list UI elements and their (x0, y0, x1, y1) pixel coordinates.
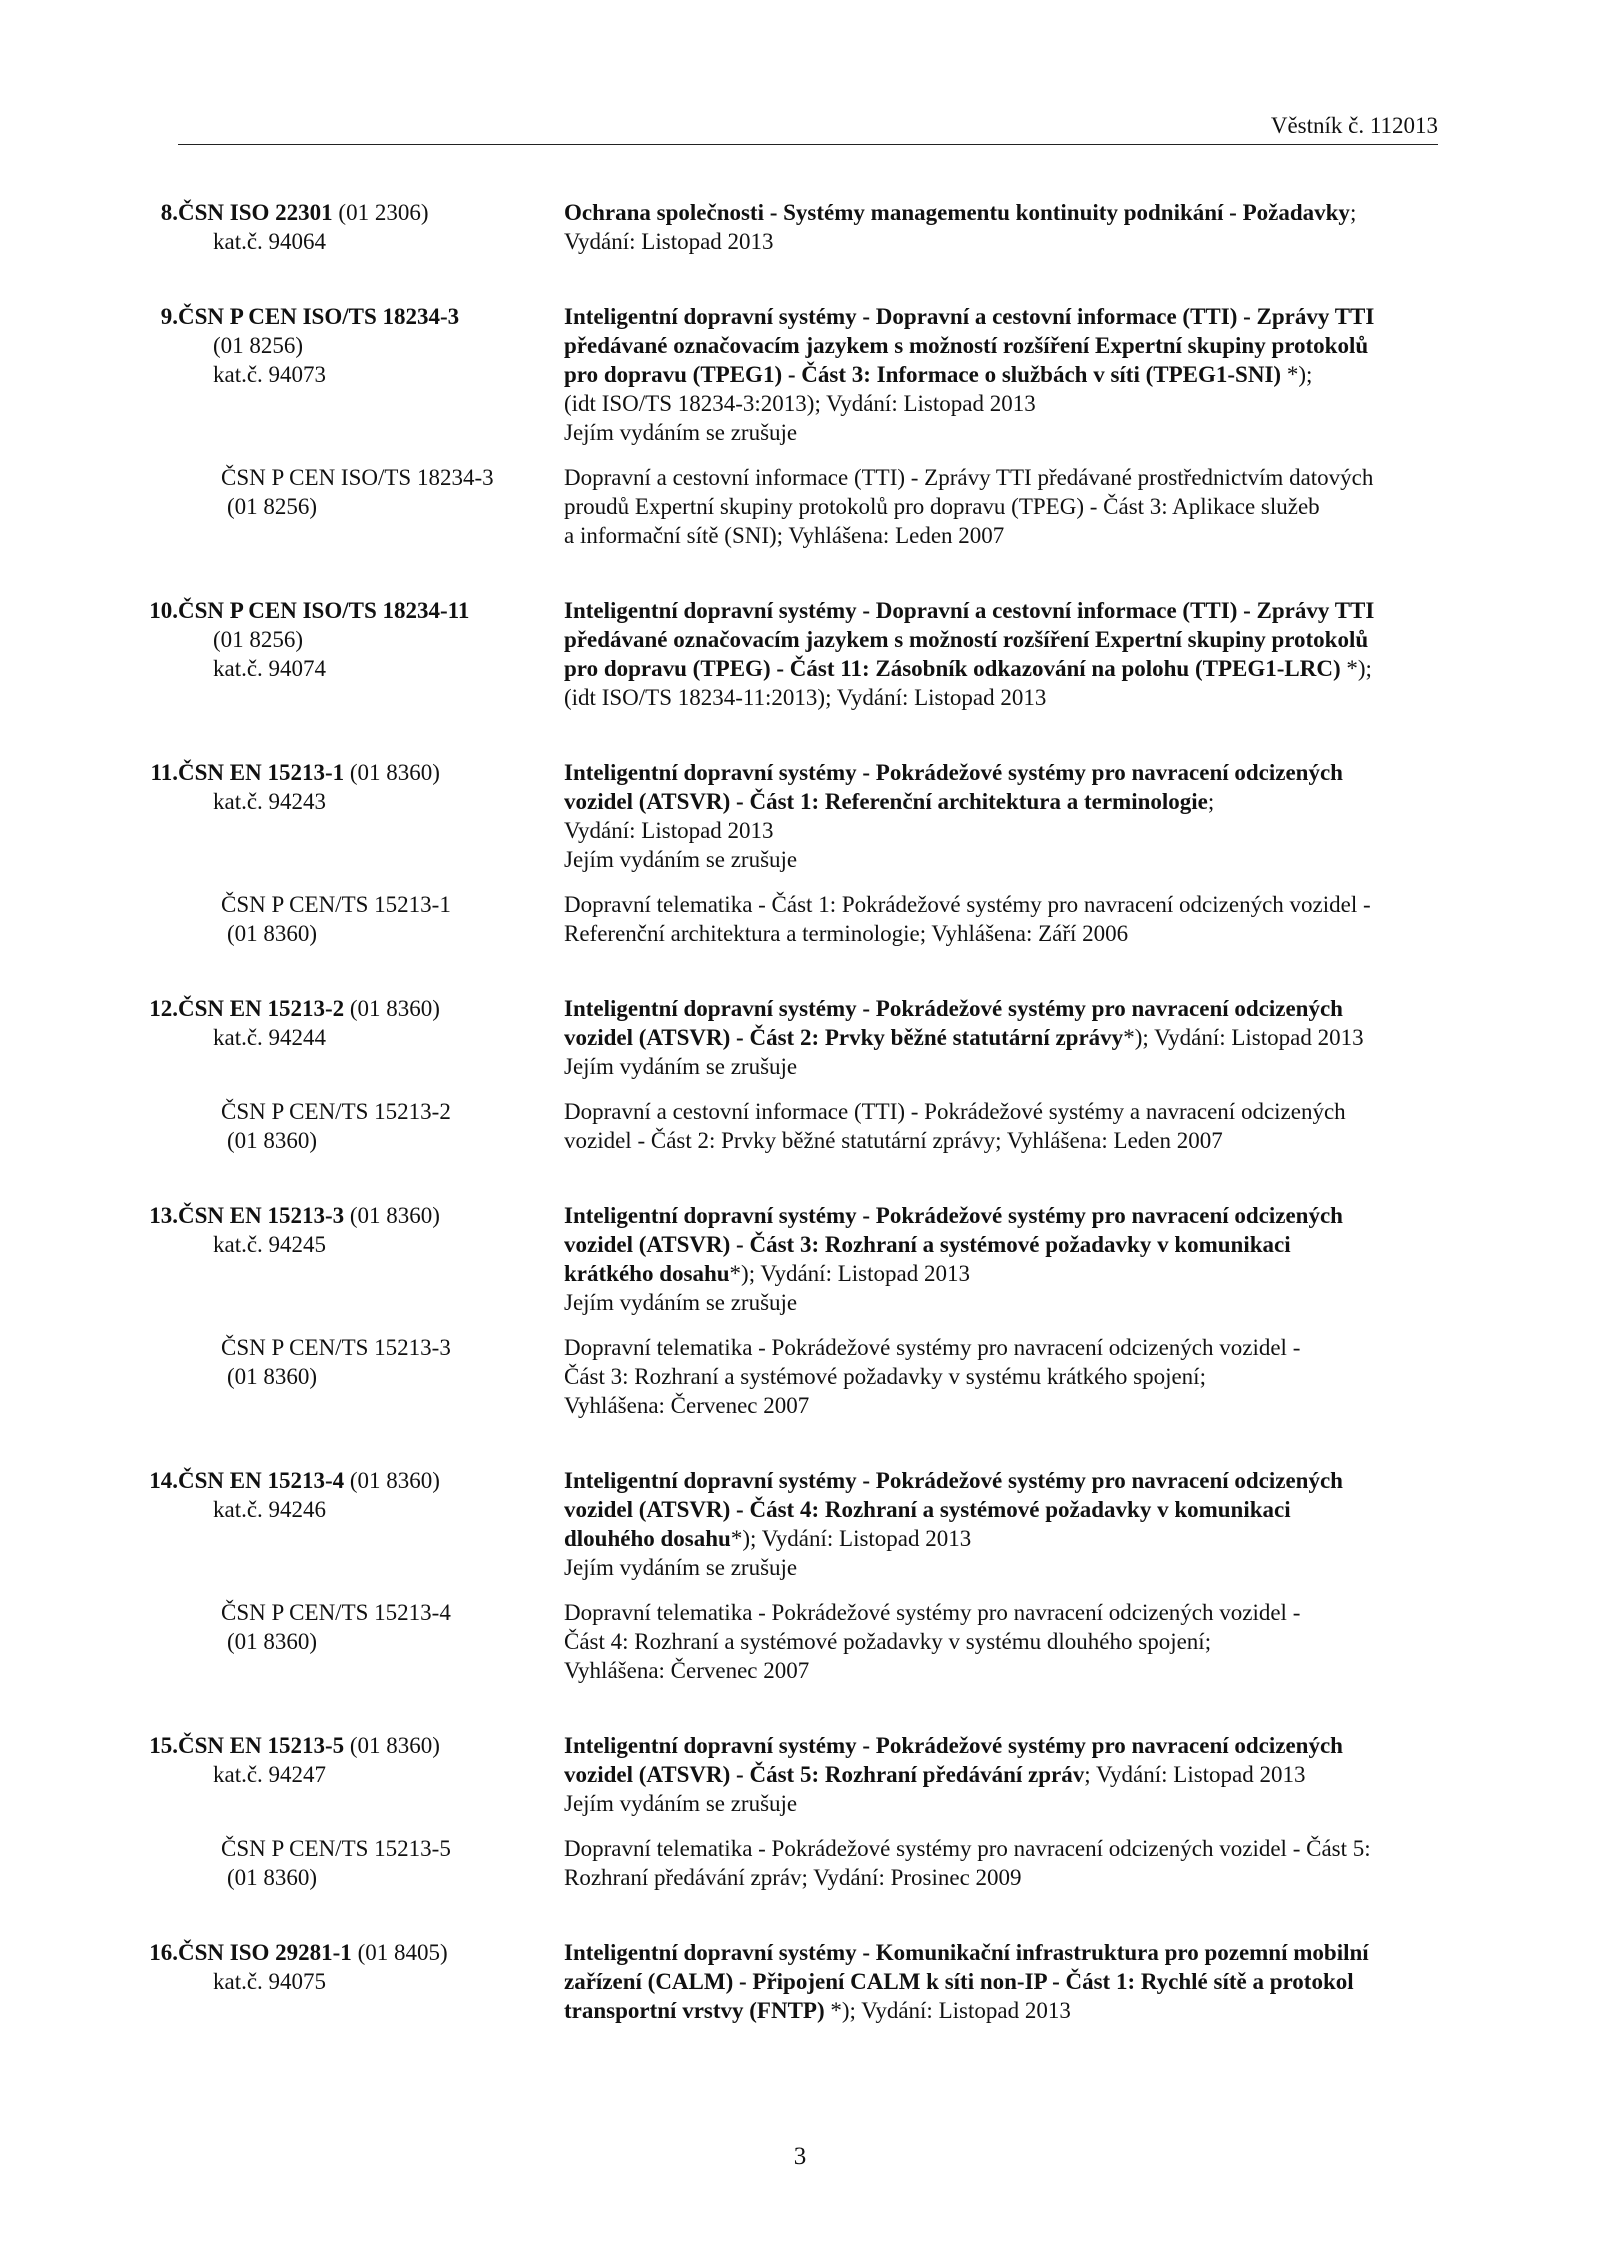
standard-code-line (150, 758, 564, 787)
replaced-code-cell (178, 1834, 564, 1892)
standard-code-cell (160, 198, 564, 256)
standard-title-text: pro dopravu (TPEG) - Část 11: Zásobník odkazování na polohu (TPEG1-LRC) (564, 656, 1341, 681)
standard-code-detail: (01 8256) (213, 333, 304, 358)
standard-title-line (564, 1495, 1426, 1524)
standard-row (0, 1938, 1600, 2025)
standard-code-line (149, 1731, 564, 1760)
replaced-code-line: ČSN P CEN/TS 15213-4 (221, 1600, 451, 1625)
replaced-description-line: Dopravní telematika - Pokrádežové systémy pro navracení odcizených vozidel - (564, 1600, 1301, 1625)
standard-description (564, 596, 1426, 712)
standard-description (564, 1466, 1426, 1582)
standard-entry (0, 758, 1600, 948)
entry-number: 9. (160, 304, 178, 329)
standard-code-detail: kat.č. 94074 (213, 656, 327, 681)
replaced-standard-row (0, 463, 1600, 550)
replaced-standard-row (0, 890, 1600, 948)
replaced-description-line: Část 4: Rozhraní a systémové požadavky v systému dlouhého spojení; (564, 1629, 1212, 1654)
replaced-description-line: Část 3: Rozhraní a systémové požadavky v systému krátkého spojení; (564, 1364, 1206, 1389)
standard-title-text: Inteligentní dopravní systémy - Dopravní a cestovní informace (TTI) - Zprávy TTI (564, 598, 1375, 623)
standard-entry (0, 596, 1600, 712)
standard-detail-line: Jejím vydáním se zrušuje (564, 420, 798, 445)
standard-title-text: krátkého dosahu (564, 1261, 730, 1286)
standard-title-text: Inteligentní dopravní systémy - Dopravní a cestovní informace (TTI) - Zprávy TTI (564, 304, 1375, 329)
replaced-code-line: (01 8360) (227, 1128, 318, 1153)
standard-detail-line: (idt ISO/TS 18234-11:2013); Vydání: Listopad 2013 (564, 685, 1047, 710)
standard-title-tail: *); Vydání: Listopad 2013 (729, 1261, 970, 1286)
standard-code-cell (149, 1201, 564, 1317)
standard-title-text: transportní vrstvy (FNTP) (564, 1998, 825, 2023)
replaced-code-cell (178, 1598, 564, 1685)
standard-code: ČSN EN 15213-5 (178, 1733, 345, 1758)
entry-number: 11. (150, 760, 178, 785)
standard-title-text: Inteligentní dopravní systémy - Pokrádežové systémy pro navracení odcizených (564, 1468, 1343, 1493)
replaced-code-line: (01 8256) (227, 494, 318, 519)
standard-code-line (149, 1938, 564, 1967)
standard-code: ČSN EN 15213-2 (178, 996, 345, 1021)
standard-title-line (564, 198, 1426, 227)
standard-code-cell (149, 596, 564, 712)
replaced-code-line: (01 8360) (227, 1865, 318, 1890)
standard-code: ČSN EN 15213-4 (178, 1468, 345, 1493)
standard-detail-line: Vydání: Listopad 2013 (564, 818, 774, 843)
standard-description (564, 198, 1426, 256)
standard-code: ČSN EN 15213-1 (178, 760, 345, 785)
entry-number: 10. (149, 598, 178, 623)
replaced-description (564, 1097, 1426, 1155)
entry-number: 13. (149, 1203, 178, 1228)
standards-list (0, 198, 1600, 2071)
standard-description (564, 1731, 1426, 1818)
standard-code-detail: kat.č. 94075 (213, 1969, 327, 1994)
standard-title-line (564, 787, 1426, 816)
replaced-code-line: (01 8360) (227, 1364, 318, 1389)
standard-title-text: vozidel (ATSVR) - Část 4: Rozhraní a systémové požadavky v komunikaci (564, 1497, 1291, 1522)
replaced-description-line: a informační sítě (SNI); Vyhlášena: Leden 2007 (564, 523, 1005, 548)
standard-code-line (149, 1201, 564, 1230)
standard-title-line (564, 360, 1426, 389)
standard-title-line (564, 1731, 1426, 1760)
standard-title-text: vozidel (ATSVR) - Část 5: Rozhraní předávání zpráv (564, 1762, 1085, 1787)
standard-title-line (564, 1230, 1426, 1259)
standard-title-tail: *); Vydání: Listopad 2013 (730, 1526, 972, 1551)
entry-number: 15. (149, 1733, 178, 1758)
replaced-standard-row (0, 1598, 1600, 1685)
standard-code: ČSN ISO 22301 (178, 200, 333, 225)
standard-code-detail: kat.č. 94247 (213, 1762, 327, 1787)
replaced-code-cell (178, 463, 564, 550)
standard-title-line (564, 1524, 1426, 1553)
standard-title-text: zařízení (CALM) - Připojení CALM k síti non-IP - Část 1: Rychlé sítě a protokol (564, 1969, 1354, 1994)
standard-row (0, 1731, 1600, 1818)
standard-code-detail: kat.č. 94243 (213, 789, 327, 814)
standard-code: ČSN P CEN ISO/TS 18234-11 (178, 598, 470, 623)
entry-number: 8. (160, 200, 178, 225)
replaced-code-line: ČSN P CEN/TS 15213-2 (221, 1099, 451, 1124)
replaced-description-line: Dopravní telematika - Pokrádežové systémy pro navracení odcizených vozidel - Část 5: (564, 1836, 1371, 1861)
standard-code: ČSN EN 15213-3 (178, 1203, 345, 1228)
replaced-code-line: (01 8360) (227, 1629, 318, 1654)
standard-row (0, 302, 1600, 447)
standard-detail-line: (idt ISO/TS 18234-3:2013); Vydání: Listopad 2013 (564, 391, 1036, 416)
standard-title-tail: *); Vydání: Listopad 2013 (1123, 1025, 1364, 1050)
standard-title-line (564, 302, 1426, 331)
replaced-code-line: ČSN P CEN ISO/TS 18234-3 (221, 465, 494, 490)
replaced-description-line: Vyhlášena: Červenec 2007 (564, 1658, 810, 1683)
standard-title-line (564, 625, 1426, 654)
replaced-code-cell (178, 1333, 564, 1420)
standard-title-tail: ; Vydání: Listopad 2013 (1084, 1762, 1306, 1787)
standard-title-line (564, 1466, 1426, 1495)
standard-code-detail: kat.č. 94073 (213, 362, 327, 387)
standard-detail-line: Jejím vydáním se zrušuje (564, 1791, 798, 1816)
standard-code-cell (149, 1731, 564, 1818)
standard-row (0, 994, 1600, 1081)
standard-code-cell (149, 1938, 564, 2025)
standard-code-detail: kat.č. 94246 (213, 1497, 327, 1522)
replaced-code-line: ČSN P CEN/TS 15213-5 (221, 1836, 451, 1861)
standard-code-detail: kat.č. 94244 (213, 1025, 327, 1050)
standard-title-text: pro dopravu (TPEG1) - Část 3: Informace o službách v síti (TPEG1-SNI) (564, 362, 1282, 387)
replaced-description-line: Dopravní a cestovní informace (TTI) - Zprávy TTI předávané prostřednictvím datových (564, 465, 1374, 490)
replaced-code-line: (01 8360) (227, 921, 318, 946)
standard-title-tail: ; (1207, 789, 1215, 814)
standard-detail-line: Jejím vydáním se zrušuje (564, 1054, 798, 1079)
standard-row (0, 1466, 1600, 1582)
replaced-description-line: Dopravní a cestovní informace (TTI) - Pokrádežové systémy a navracení odcizených (564, 1099, 1346, 1124)
standard-title-line (564, 1760, 1426, 1789)
replaced-description-line: Dopravní telematika - Pokrádežové systémy pro navracení odcizených vozidel - (564, 1335, 1301, 1360)
standard-title-line (564, 596, 1426, 625)
standard-entry (0, 1201, 1600, 1420)
standard-code-line (149, 596, 564, 625)
standard-code-cell (160, 302, 564, 447)
standard-row (0, 596, 1600, 712)
standard-group-code: (01 8360) (344, 1733, 440, 1758)
standard-title-tail: ; (1349, 200, 1357, 225)
standard-entry (0, 1466, 1600, 1685)
standard-code: ČSN P CEN ISO/TS 18234-3 (178, 304, 460, 329)
standard-code-cell (150, 758, 564, 874)
standard-code-line (160, 302, 564, 331)
standard-title-text: dlouhého dosahu (564, 1526, 731, 1551)
standard-row (0, 198, 1600, 256)
standard-title-text: vozidel (ATSVR) - Část 1: Referenční architektura a terminologie (564, 789, 1208, 814)
page-number: 3 (793, 2143, 807, 2170)
standard-title-line (564, 1996, 1426, 2025)
standard-code-line (149, 1466, 564, 1495)
replaced-code-cell (178, 1097, 564, 1155)
standard-row (0, 758, 1600, 874)
standard-detail-line: Jejím vydáním se zrušuje (564, 847, 798, 872)
replaced-description (564, 890, 1426, 948)
standard-title-line (564, 758, 1426, 787)
standard-description (564, 994, 1426, 1081)
standard-code-detail: kat.č. 94064 (213, 229, 327, 254)
standard-code-detail: (01 8256) (213, 627, 304, 652)
standard-description (564, 1938, 1426, 2025)
journal-header-title: Věstník č. 112013 (1270, 113, 1438, 138)
standard-entry (0, 1731, 1600, 1892)
standard-description (564, 1201, 1426, 1317)
standard-code: ČSN ISO 29281-1 (178, 1940, 352, 1965)
standard-title-line (564, 1201, 1426, 1230)
replaced-description (564, 1333, 1426, 1420)
replaced-description (564, 1834, 1426, 1892)
replaced-description-line: proudů Expertní skupiny protokolů pro dopravu (TPEG) - Část 3: Aplikace služeb (564, 494, 1320, 519)
replaced-description-line: Rozhraní předávání zpráv; Vydání: Prosinec 2009 (564, 1865, 1022, 1890)
standard-title-text: předávané označovacím jazykem s možností rozšíření Expertní skupiny protokolů (564, 627, 1369, 652)
standard-title-text: Inteligentní dopravní systémy - Pokrádežové systémy pro navracení odcizených (564, 1203, 1343, 1228)
standard-title-tail: *); (1340, 656, 1372, 681)
replaced-code-line: ČSN P CEN/TS 15213-1 (221, 892, 451, 917)
standard-group-code: (01 8360) (344, 996, 440, 1021)
replaced-code-line: ČSN P CEN/TS 15213-3 (221, 1335, 451, 1360)
header-divider (178, 144, 1438, 145)
standard-row (0, 1201, 1600, 1317)
standard-code-detail: kat.č. 94245 (213, 1232, 327, 1257)
standard-title-line (564, 994, 1426, 1023)
standard-detail-line: Jejím vydáním se zrušuje (564, 1290, 798, 1315)
standard-entry (0, 994, 1600, 1155)
standard-title-tail: *); (1281, 362, 1313, 387)
standard-title-tail: *); Vydání: Listopad 2013 (824, 1998, 1071, 2023)
standard-detail-line: Jejím vydáním se zrušuje (564, 1555, 798, 1580)
standard-title-line (564, 331, 1426, 360)
standard-group-code: (01 8360) (344, 1203, 440, 1228)
standard-group-code: (01 2306) (332, 200, 429, 225)
standard-title-text: Inteligentní dopravní systémy - Pokrádežové systémy pro navracení odcizených (564, 760, 1343, 785)
standard-title-line (564, 654, 1426, 683)
replaced-description-line: Dopravní telematika - Část 1: Pokrádežové systémy pro navracení odcizených vozidel - (564, 892, 1371, 917)
entry-number: 14. (149, 1468, 178, 1493)
standard-code-cell (149, 994, 564, 1081)
replaced-description (564, 463, 1426, 550)
standard-entry (0, 302, 1600, 550)
standard-title-text: vozidel (ATSVR) - Část 3: Rozhraní a systémové požadavky v komunikaci (564, 1232, 1291, 1257)
standard-group-code: (01 8405) (351, 1940, 448, 1965)
replaced-description (564, 1598, 1426, 1685)
standard-entry (0, 198, 1600, 256)
standard-title-text: předávané označovacím jazykem s možností rozšíření Expertní skupiny protokolů (564, 333, 1369, 358)
replaced-standard-row (0, 1097, 1600, 1155)
standard-title-text: Inteligentní dopravní systémy - Pokrádežové systémy pro navracení odcizených (564, 996, 1343, 1021)
entry-number: 12. (149, 996, 178, 1021)
standard-detail-line: Vydání: Listopad 2013 (564, 229, 774, 254)
entry-number: 16. (149, 1940, 178, 1965)
standard-group-code: (01 8360) (344, 760, 440, 785)
standard-title-line (564, 1259, 1426, 1288)
standard-code-line (160, 198, 564, 227)
standard-title-line (564, 1967, 1426, 1996)
standard-title-line (564, 1938, 1426, 1967)
standard-title-text: vozidel (ATSVR) - Část 2: Prvky běžné statutární zprávy (564, 1025, 1124, 1050)
standard-title-text: Inteligentní dopravní systémy - Komunikační infrastruktura pro pozemní mobilní (564, 1940, 1369, 1965)
standard-title-text: Ochrana společnosti - Systémy managementu kontinuity podnikání - Požadavky (564, 200, 1350, 225)
replaced-description-line: vozidel - Část 2: Prvky běžné statutární zprávy; Vyhlášena: Leden 2007 (564, 1128, 1223, 1153)
replaced-standard-row (0, 1333, 1600, 1420)
standard-group-code: (01 8360) (344, 1468, 440, 1493)
replaced-code-cell (178, 890, 564, 948)
standard-entry (0, 1938, 1600, 2025)
standard-code-cell (149, 1466, 564, 1582)
standard-title-text: Inteligentní dopravní systémy - Pokrádežové systémy pro navracení odcizených (564, 1733, 1343, 1758)
replaced-description-line: Referenční architektura a terminologie; Vyhlášena: Září 2006 (564, 921, 1129, 946)
standard-title-line (564, 1023, 1426, 1052)
standard-description (564, 302, 1426, 447)
standard-code-line (149, 994, 564, 1023)
replaced-standard-row (0, 1834, 1600, 1892)
standard-description (564, 758, 1426, 874)
replaced-description-line: Vyhlášena: Červenec 2007 (564, 1393, 810, 1418)
